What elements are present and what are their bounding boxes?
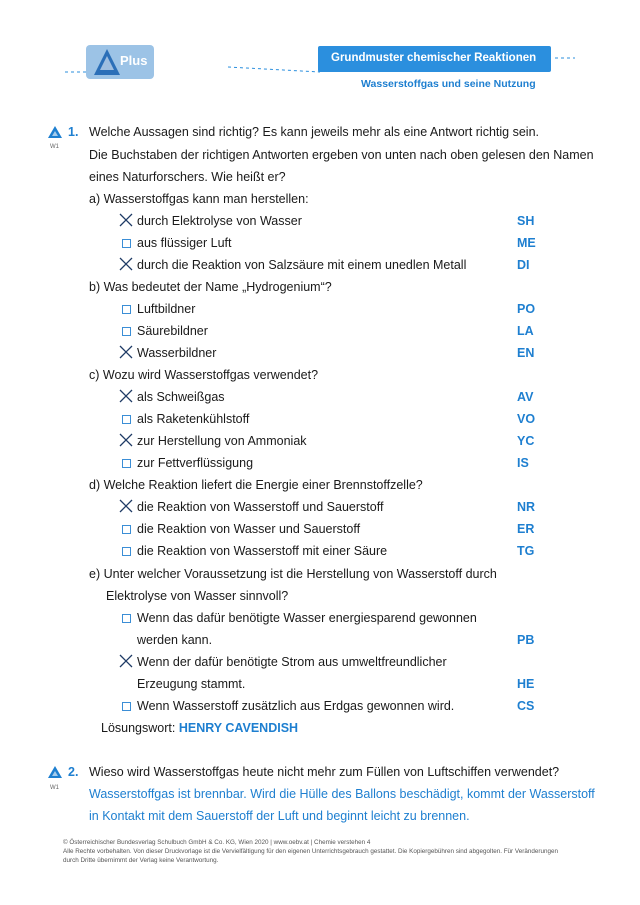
- level-triangle-icon: [48, 126, 62, 138]
- footer-disclaimer: durch Dritte übernimmt der Verlag keine Verantwortung.: [63, 857, 219, 864]
- task2-number: 2.: [68, 765, 79, 779]
- option-b3: Wasserbildner: [137, 346, 217, 360]
- checked-cross-icon[interactable]: [119, 257, 133, 271]
- header-title: Grundmuster chemischer Reaktionen: [331, 52, 537, 64]
- question-d-label: d) Welche Reaktion liefert die Energie einer Brennstoffzelle?: [89, 478, 423, 492]
- code-a2: ME: [517, 236, 536, 250]
- checkbox-a2[interactable]: [122, 239, 131, 248]
- code-e3: CS: [517, 699, 535, 713]
- option-c4: zur Fettverflüssigung: [137, 456, 254, 470]
- task1-number: 1.: [68, 125, 79, 139]
- code-e2: HE: [517, 677, 535, 691]
- checkbox-d2[interactable]: [122, 525, 131, 534]
- task2-answer-1: Wasserstoffgas ist brennbar. Wird die Hülle des Ballons beschädigt, kommt der Wasserstoff: [89, 787, 595, 801]
- checkbox-b2[interactable]: [122, 327, 131, 336]
- task2-level: W1: [50, 785, 59, 791]
- code-d2: ER: [517, 522, 535, 536]
- question-a-label: a) Wasserstoffgas kann man herstellen:: [89, 192, 309, 206]
- checkbox-e3[interactable]: [122, 702, 131, 711]
- option-c2: als Raketenkühlstoff: [137, 412, 250, 426]
- option-c3: zur Herstellung von Ammoniak: [137, 434, 307, 448]
- code-c2: VO: [517, 412, 536, 426]
- option-d1: die Reaktion von Wasserstoff und Sauerstoff: [137, 500, 384, 514]
- code-b2: LA: [517, 324, 534, 338]
- task1-level: W1: [50, 144, 59, 150]
- header-subtitle: Wasserstoffgas und seine Nutzung: [361, 78, 536, 90]
- question-b-label: b) Was bedeutet der Name „Hydrogenium“?: [89, 280, 332, 294]
- checked-cross-icon[interactable]: [119, 499, 133, 513]
- code-c4: IS: [517, 456, 529, 470]
- checkbox-b1[interactable]: [122, 305, 131, 314]
- checked-cross-icon[interactable]: [119, 433, 133, 447]
- checkbox-e1[interactable]: [122, 614, 131, 623]
- task1-intro-3: eines Naturforschers. Wie heißt er?: [89, 170, 286, 184]
- option-b1: Luftbildner: [137, 302, 196, 316]
- code-b3: EN: [517, 346, 535, 360]
- plus-logo: [86, 45, 154, 79]
- code-a3: DI: [517, 258, 530, 272]
- option-a1: durch Elektrolyse von Wasser: [137, 214, 302, 228]
- option-c1: als Schweißgas: [137, 390, 225, 404]
- question-e-label-2: Elektrolyse von Wasser sinnvoll?: [106, 589, 289, 603]
- checked-cross-icon[interactable]: [119, 389, 133, 403]
- checkbox-c4[interactable]: [122, 459, 131, 468]
- solution-label: Lösungswort:: [101, 721, 176, 735]
- checkbox-d3[interactable]: [122, 547, 131, 556]
- option-e1: Wenn das dafür benötigte Wasser energiesparend gewonnen: [137, 611, 477, 625]
- question-e-label: e) Unter welcher Voraussetzung ist die Herstellung von Wasserstoff durch: [89, 567, 497, 581]
- task1-intro-2: Die Buchstaben der richtigen Antworten ergeben von unten nach oben gelesen den Namen: [89, 148, 594, 162]
- checkbox-c2[interactable]: [122, 415, 131, 424]
- logo-triangle-icon: [93, 48, 121, 76]
- logo-text: Plus: [120, 53, 148, 68]
- code-c1: AV: [517, 390, 534, 404]
- task2-question: Wieso wird Wasserstoffgas heute nicht mehr zum Füllen von Luftschiffen verwendet?: [89, 765, 560, 779]
- code-d3: TG: [517, 544, 535, 558]
- option-a3: durch die Reaktion von Salzsäure mit einem unedlen Metall: [137, 258, 467, 272]
- code-c3: YC: [517, 434, 535, 448]
- code-e1: PB: [517, 633, 535, 647]
- header-title-bar: [318, 46, 551, 72]
- checked-cross-icon[interactable]: [119, 345, 133, 359]
- option-b2: Säurebildner: [137, 324, 208, 338]
- task1-intro-1: Welche Aussagen sind richtig? Es kann jeweils mehr als eine Antwort richtig sein.: [89, 125, 539, 139]
- checked-cross-icon[interactable]: [119, 213, 133, 227]
- option-d2: die Reaktion von Wasser und Sauerstoff: [137, 522, 361, 536]
- option-e1-line2: werden kann.: [137, 633, 213, 647]
- code-a1: SH: [517, 214, 535, 228]
- code-d1: NR: [517, 500, 536, 514]
- question-c-label: c) Wozu wird Wasserstoffgas verwendet?: [89, 368, 319, 382]
- code-b1: PO: [517, 302, 536, 316]
- option-d3: die Reaktion von Wasserstoff mit einer Säure: [137, 544, 388, 558]
- checked-cross-icon[interactable]: [119, 654, 133, 668]
- task2-answer-2: in Kontakt mit dem Sauerstoff der Luft und beginnt leicht zu brennen.: [89, 809, 470, 823]
- solution-answer: HENRY CAVENDISH: [178, 721, 299, 735]
- option-a2: aus flüssiger Luft: [137, 236, 232, 250]
- option-e3: Wenn Wasserstoff zusätzlich aus Erdgas gewonnen wird.: [137, 699, 455, 713]
- level-triangle-icon: [48, 766, 62, 778]
- solution-line: [101, 721, 298, 736]
- option-e2: Wenn der dafür benötigte Strom aus umweltfreundlicher: [137, 655, 447, 669]
- footer-copyright: © Österreichischer Bundesverlag Schulbuch GmbH & Co. KG, Wien 2020 | www.oebv.at | Chemie verstehen 4: [63, 839, 371, 846]
- footer-rights: Alle Rechte vorbehalten. Von dieser Druckvorlage ist die Vervielfältigung für den eigenen Unterrichtsgebrauch gestattet. Die Kopiergebühren sind abgegolten. Für Veränderungen: [63, 848, 558, 855]
- option-e2-line2: Erzeugung stammt.: [137, 677, 246, 691]
